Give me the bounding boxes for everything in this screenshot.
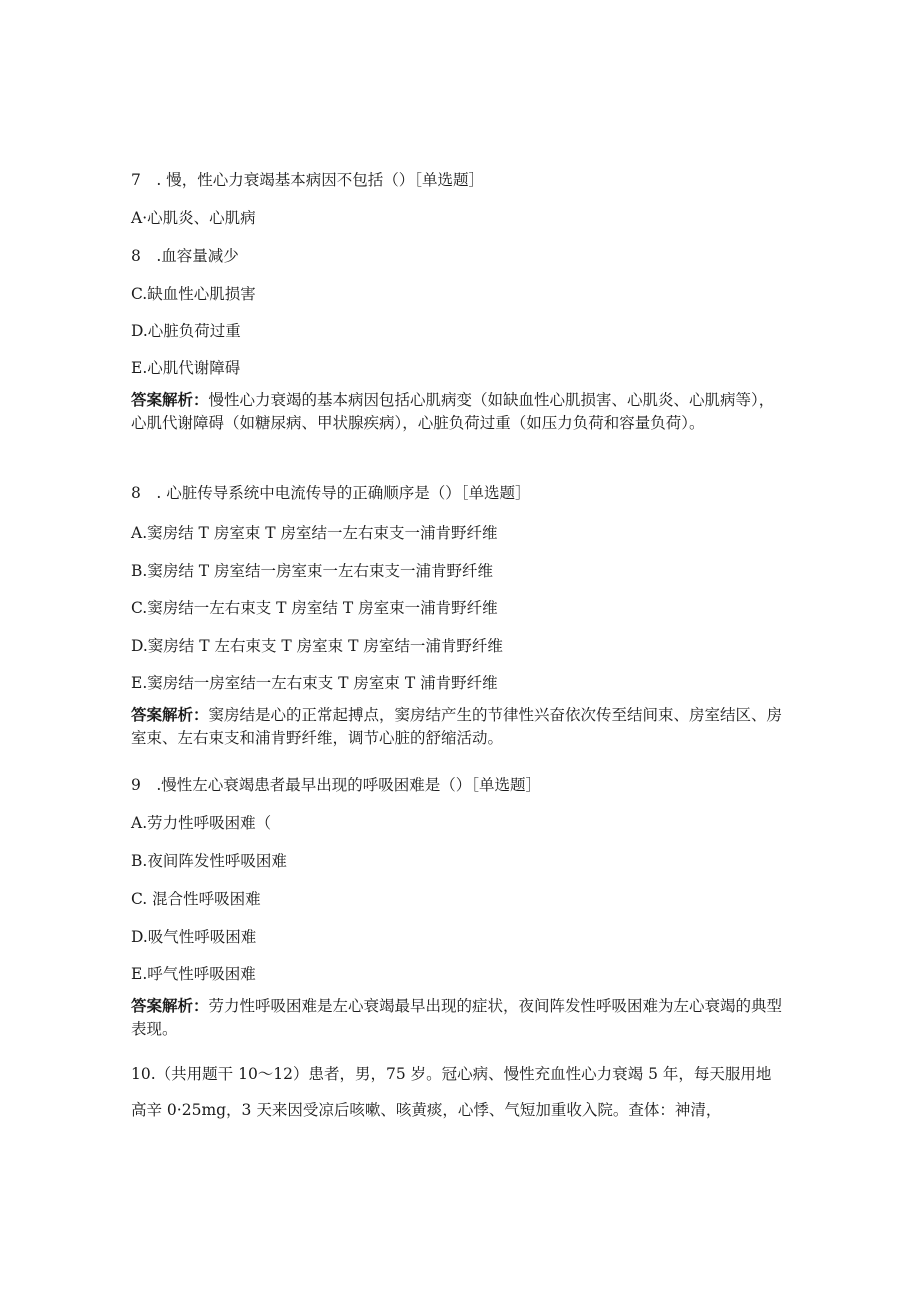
analysis-label: 答案解析： [131,391,209,409]
q9-option: A.劳力性呼吸困难（ [131,814,272,832]
q8-option: C.窦房结一左右束支 T 房室结 T 房室束一浦肯野纤维 [131,599,498,617]
q9-option: D.吸气性呼吸困难 [131,928,257,946]
analysis-label: 答案解析： [131,997,209,1015]
q7-option: A·心肌炎、心肌病 [131,209,256,227]
q7-option: 8 .血容量减少 [131,247,239,265]
q8-option: A.窦房结 T 房室束 T 房室结一左右束支一浦肯野纤维 [131,524,498,542]
q8-option: B.窦房结 T 房室结一房室束一左右束支一浦肯野纤维 [131,562,494,580]
q8-analysis [131,704,783,749]
q9-option: E.呼气性呼吸困难 [131,965,256,983]
q7-analysis [131,389,783,434]
analysis-text: 窦房结是心的正常起搏点，窦房结产生的节律性兴奋依次传至结间束、房室结区、房室束、左右束支和浦肯野纤维，调节心脏的舒缩活动。 [131,706,783,747]
q8-stem: 8 . 心脏传导系统中电流传导的正确顺序是（）［单选题］ [131,484,531,502]
q7-option: D.心脏负荷过重 [131,322,241,340]
q9-option: B.夜间阵发性呼吸困难 [131,852,287,870]
analysis-text: 劳力性呼吸困难是左心衰竭最早出现的症状，夜间阵发性呼吸困难为左心衰竭的典型表现。 [131,997,783,1038]
q9-stem: 9 .慢性左心衰竭患者最早出现的呼吸困难是（）［单选题］ [131,776,542,794]
q10-stem: 10.（共用题干 10～12）患者，男，75 岁。冠心病、慢性充血性心力衰竭 5 年，每天服用地高辛 0·25mg，3 天来因受凉后咳嗽、咳黄痰，心悸、气短加重收入院。查体：神清， [131,1065,772,1119]
q7-option: E.心肌代谢障碍 [131,359,241,377]
q9-analysis [131,995,783,1040]
q8-option: E.窦房结一房室结一左右束支 T 房室束 T 浦肯野纤维 [131,674,498,692]
analysis-text: 慢性心力衰竭的基本病因包括心肌病变（如缺血性心肌损害、心肌炎、心肌病等），心肌代谢障碍（如糖尿病、甲状腺疾病），心脏负荷过重（如压力负荷和容量负荷）。 [131,391,775,432]
analysis-label: 答案解析： [131,706,209,724]
q7-option: C.缺血性心肌损害 [131,285,256,303]
q9-option: C. 混合性呼吸困难 [131,890,261,908]
q7-stem: 7 . 慢，性心力衰竭基本病因不包括（）［单选题］ [131,171,484,189]
q8-option: D.窦房结 T 左右束支 T 房室束 T 房室结一浦肯野纤维 [131,637,503,655]
